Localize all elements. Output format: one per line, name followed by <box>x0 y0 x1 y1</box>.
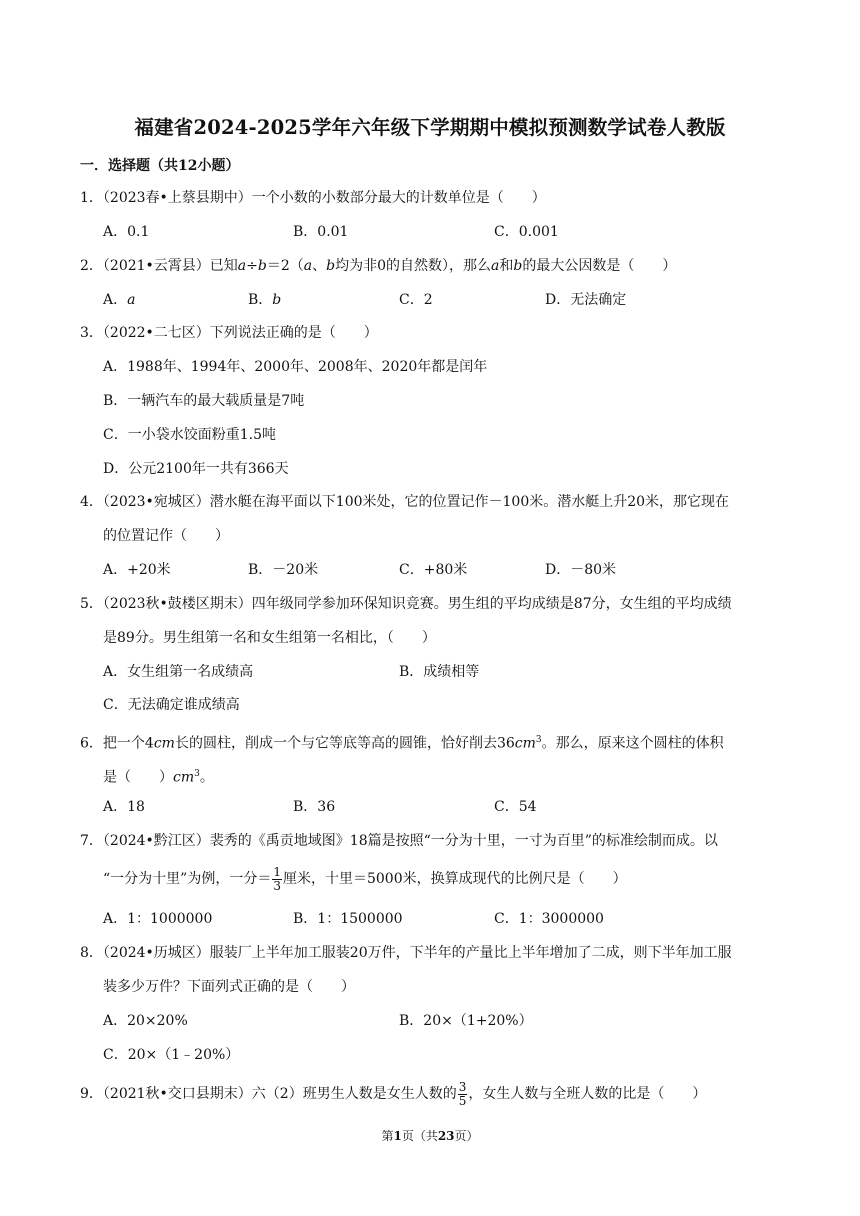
q1-option-a[interactable]: A．0.1 <box>103 224 150 240</box>
q8-option-a[interactable]: A．20×20% <box>103 1013 188 1029</box>
question-1: 1．（2023春•上蔡县期中）一个小数的小数部分最大的计数单位是（ ） <box>80 190 546 206</box>
q1-option-b[interactable]: B．0.01 <box>293 224 349 240</box>
q3-option-a[interactable]: A．1988年、1994年、2000年、2008年、2020年都是闰年 <box>103 359 488 375</box>
q5-option-b[interactable]: B．成绩相等 <box>399 664 480 680</box>
question-8-line-2: 装多少万件？下面列式正确的是（ ） <box>103 979 355 995</box>
q7-option-c[interactable]: C．1：3000000 <box>494 911 604 927</box>
q2-option-b[interactable]: B．b <box>248 292 282 308</box>
section-heading: 一．选择题（共12小题） <box>80 158 240 174</box>
page-footer: 第1页（共23页） <box>381 1129 479 1143</box>
question-7-line-1: 7．（2024•黔江区）裴秀的《禹贡地域图》18篇是按照“一分为十里，一寸为百里”的标准绘制而成。以 <box>80 833 718 849</box>
question-9: 9．（2021秋•交口县期末）六（2）班男生人数是女生人数的 $\frac{3}{5}$ ，女生人数与全班人数的比是（ ） <box>80 1079 707 1108</box>
q6-option-c[interactable]: C．54 <box>494 799 537 815</box>
q3-option-b[interactable]: B．一辆汽车的最大载质量是7吨 <box>103 393 305 409</box>
fraction-one-third: $\frac{1}{3}$ <box>273 864 281 893</box>
question-4-line-2: 的位置记作（ ） <box>103 528 229 544</box>
page-title: 福建省2024-2025学年六年级下学期期中模拟预测数学试卷人教版 <box>134 116 726 139</box>
q3-option-d[interactable]: D．公元2100年一共有366天 <box>103 461 289 477</box>
question-5-line-1: 5．（2023秋•鼓楼区期末）四年级同学参加环保知识竞赛。男生组的平均成绩是87分，女生组的平均成绩 <box>80 596 732 612</box>
q2-option-c[interactable]: C．2 <box>399 292 433 308</box>
q4-option-c[interactable]: C．+80米 <box>399 562 468 578</box>
q8-option-c[interactable]: C．20×（1﹣20%） <box>103 1047 240 1063</box>
q2-option-d[interactable]: D．无法确定 <box>545 292 627 308</box>
q6-option-b[interactable]: B．36 <box>293 799 336 815</box>
q4-option-d[interactable]: D．－80米 <box>545 562 617 578</box>
question-4-line-1: 4．（2023•宛城区）潜水艇在海平面以下100米处，它的位置记作－100米。潜水艇上升20米，那它现在 <box>80 494 730 510</box>
q2-option-a[interactable]: A．a <box>103 292 136 308</box>
question-7-line-2: “一分为十里”为例，一分＝ $\frac{1}{3}$ 厘米，十里＝5000米，换算成现代的比例尺是（ ） <box>103 864 627 893</box>
q8-option-b[interactable]: B．20×（1+20%） <box>399 1013 533 1029</box>
q3-option-c[interactable]: C．一小袋水饺面粉重1.5吨 <box>103 427 276 443</box>
q6-option-a[interactable]: A．18 <box>103 799 145 815</box>
question-6-line-1: 6．把一个4cm长的圆柱，削成一个与它等底等高的圆锥，恰好削去$36cm^3$。那么，原来这个圆柱的体积 <box>80 735 724 752</box>
q4-option-a[interactable]: A．+20米 <box>103 562 171 578</box>
q7-option-b[interactable]: B．1：1500000 <box>293 911 403 927</box>
question-5-line-2: 是89分。男生组第一名和女生组第一名相比，（ ） <box>103 630 436 646</box>
q7-option-a[interactable]: A．1：1000000 <box>103 911 213 927</box>
q1-option-c[interactable]: C．0.001 <box>494 224 559 240</box>
q5-option-a[interactable]: A．女生组第一名成绩高 <box>103 664 254 680</box>
question-3: 3．（2022•二七区）下列说法正确的是（ ） <box>80 325 378 341</box>
question-6-line-2: 是（ ）$cm^3$。 <box>103 769 214 786</box>
q5-option-c[interactable]: C．无法确定谁成绩高 <box>103 697 240 713</box>
fraction-three-fifths: $\frac{3}{5}$ <box>458 1079 467 1108</box>
question-2: 2．（2021•云霄县）已知a÷b＝2（a、b均为非0的自然数），那么a和b的最大公因数是（ ） <box>80 258 677 274</box>
q4-option-b[interactable]: B．－20米 <box>248 562 319 578</box>
question-8-line-1: 8．（2024•历城区）服装厂上半年加工服装20万件，下半年的产量比上半年增加了二成，则下半年加工服 <box>80 945 732 961</box>
